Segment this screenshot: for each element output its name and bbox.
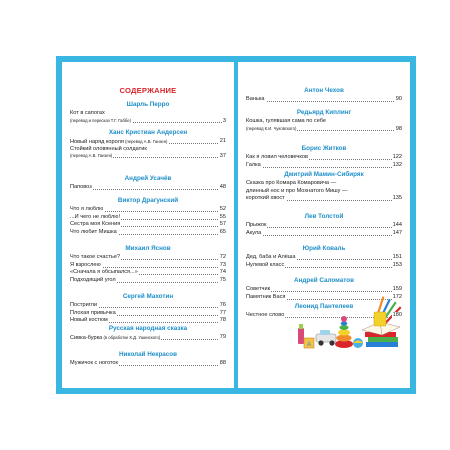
entry-title-line: длинный нос и про Мохнатого Мишу —: [246, 187, 348, 194]
dot-leader: [70, 189, 226, 190]
entry-page: 52: [219, 206, 226, 212]
entry-title: Новый наряд короля (перевод А.В. Ганзен): [70, 139, 168, 145]
entry-page: 144: [392, 222, 402, 228]
author-name: Ханс Кристиан Андерсен: [108, 129, 188, 136]
entry-page: 172: [392, 293, 402, 300]
entry-page: 48: [219, 184, 226, 190]
entry-title: Сивка-бурка (в обработке К.Д. Ушинского): [70, 335, 161, 341]
toc-section: [70, 100, 226, 124]
left-page: [62, 62, 234, 388]
toc-entry: [70, 269, 226, 277]
toc-section: [70, 244, 226, 284]
author-name: Шарль Перро: [126, 101, 170, 108]
entry-page: 21: [219, 138, 226, 144]
toc-entry: [246, 230, 402, 238]
entry-title: Галка: [246, 161, 261, 168]
entry-page: 74: [219, 269, 226, 276]
toc-entry: [246, 162, 402, 170]
toc-section: [70, 128, 226, 159]
entry-title-line: Кот в сапогах: [70, 110, 105, 116]
entry-page: 159: [392, 286, 402, 292]
toc-entry: [70, 277, 226, 285]
toc-entry: [70, 310, 226, 318]
entry-title: Паповоз: [70, 184, 92, 190]
entry-page: 90: [395, 96, 402, 102]
entry-title: Нулевой класс: [246, 261, 285, 268]
toc-entry: [246, 262, 402, 270]
dot-leader: [246, 227, 402, 228]
entry-page: 73: [219, 261, 226, 268]
author-name: Русская народная сказка: [108, 325, 188, 332]
toc-entry: [70, 229, 226, 237]
toc-entry: [70, 302, 226, 310]
author-name: Дмитрий Мамин-Сибиряк: [284, 171, 364, 178]
toc-section: [70, 324, 226, 342]
toc-entry: [246, 286, 402, 294]
author-name: Борис Житков: [301, 145, 347, 152]
entry-title: Честное слово: [246, 312, 285, 318]
entry-title: Памятник Вася: [246, 293, 286, 300]
entry-page: 153: [392, 261, 402, 268]
entry-title: Плохая привычка: [70, 309, 116, 316]
toys-and-books-illustration: [296, 294, 408, 360]
toc-section: [246, 212, 402, 237]
entry-page: 122: [392, 154, 402, 160]
entry-title: «Сначала я обсыпался...»: [70, 269, 138, 276]
author-name: Михаил Яснов: [125, 245, 171, 252]
toc-entry: [70, 184, 226, 192]
entry-page: 76: [219, 302, 226, 308]
toc-entry-note: [70, 153, 226, 159]
toc-section: [246, 108, 402, 132]
entry-title: Подходящий угол: [70, 276, 116, 283]
dot-leader: [246, 167, 402, 168]
entry-page: 57: [219, 221, 226, 228]
toc-entry: [70, 334, 226, 342]
entry-page: 79: [219, 334, 226, 340]
author-name: Редьярд Киплинг: [296, 109, 352, 116]
entry-page: 77: [219, 309, 226, 316]
entry-title: (перевод А.В. Ганзен): [70, 153, 113, 159]
toc-section: [70, 292, 226, 325]
entry-page: 3: [222, 117, 226, 124]
author-name: Юрий Коваль: [302, 245, 346, 252]
toc-entry: [70, 138, 226, 146]
toc-entry-note: [246, 126, 402, 132]
toc-section: [246, 86, 402, 104]
entry-page: 72: [219, 254, 226, 260]
toc-section: [70, 196, 226, 236]
toc-entry: [70, 360, 226, 368]
toc-section: [246, 144, 402, 169]
dot-leader: [246, 101, 402, 102]
toc-entry: [246, 254, 402, 262]
entry-title-line: Стойкий оловянный солдатик: [70, 145, 147, 152]
toc-entry: [70, 206, 226, 214]
toc-entry: [70, 221, 226, 229]
entry-title: Ванька: [246, 96, 265, 102]
svg-text:А: А: [307, 342, 312, 348]
author-name: Андрей Усачёв: [124, 175, 172, 182]
entry-title: Новый костюм: [70, 317, 108, 324]
entry-page: 98: [395, 125, 402, 132]
author-name: Лев Толстой: [304, 213, 344, 220]
dot-leader: [246, 235, 402, 236]
toc-entry: [70, 262, 226, 270]
entry-page: 151: [392, 254, 402, 260]
entry-title: (перевод К.И. Чуковского): [246, 125, 297, 131]
entry-title: Что я люблю: [70, 206, 104, 212]
entry-page: 37: [219, 153, 226, 160]
toc-section: [246, 170, 402, 203]
toc-entry: [246, 195, 402, 203]
entry-title: короткий хвост: [246, 195, 285, 202]
entry-title: Акула: [246, 229, 262, 236]
entry-title: Прыжок: [246, 222, 267, 228]
toc-title: СОДЕРЖАНИЕ: [119, 86, 177, 95]
author-name: Антон Чехов: [304, 87, 344, 94]
entry-title: Как я ловил человечков: [246, 154, 308, 160]
entry-page: 135: [392, 195, 402, 202]
entry-page: 55: [219, 213, 226, 220]
entry-page: 75: [219, 276, 226, 283]
toc-entry: [70, 214, 226, 222]
book-spread: [56, 56, 416, 394]
entry-title: Сестра моя Ксения: [70, 221, 121, 228]
toc-entry: [246, 154, 402, 162]
toc-section: [246, 244, 402, 269]
entry-title-line: Сказка про Комара Комаровича —: [246, 180, 337, 186]
author-name: Сергей Махотин: [122, 293, 174, 300]
entry-page: 147: [392, 229, 402, 236]
entry-title: Дед, баба и Алёша: [246, 254, 296, 260]
entry-page: 65: [219, 228, 226, 235]
entry-page: 78: [219, 317, 226, 324]
entry-page: 88: [219, 360, 226, 366]
entry-title: (перевод и пересказ Т.Г. Габбе): [70, 117, 131, 123]
entry-title: Советчик: [246, 286, 271, 292]
entry-title: Мужичок с ноготок: [70, 360, 118, 366]
toc-entry: [246, 96, 402, 104]
author-name: Виктор Драгунский: [117, 197, 179, 204]
right-page: [238, 62, 410, 388]
author-name: Николай Некрасов: [118, 351, 178, 358]
toc-section: [70, 174, 226, 192]
toc-section: [70, 350, 226, 368]
entry-title: Я взрослею: [70, 261, 101, 268]
translator-note: (перевод А.В. Ганзен): [123, 139, 168, 144]
toc-entry: [246, 222, 402, 230]
toc-entry: [70, 254, 226, 262]
entry-title: Постригли: [70, 302, 98, 308]
author-name: Леонид Пантелеев: [294, 303, 354, 310]
author-name: Андрей Саломатов: [294, 277, 354, 284]
entry-title-line: Кошка, гулявшая сама по себе: [246, 118, 327, 124]
translator-note: (в обработке К.Д. Ушинского): [102, 335, 161, 340]
entry-title: Что такое счастье?: [70, 254, 121, 260]
toc-entry-note: [70, 118, 226, 124]
entry-page: 132: [392, 161, 402, 168]
entry-page: 180: [392, 312, 402, 318]
entry-title: Что любит Мишка: [70, 228, 117, 235]
entry-title: ...И чего не люблю!: [70, 213, 121, 220]
